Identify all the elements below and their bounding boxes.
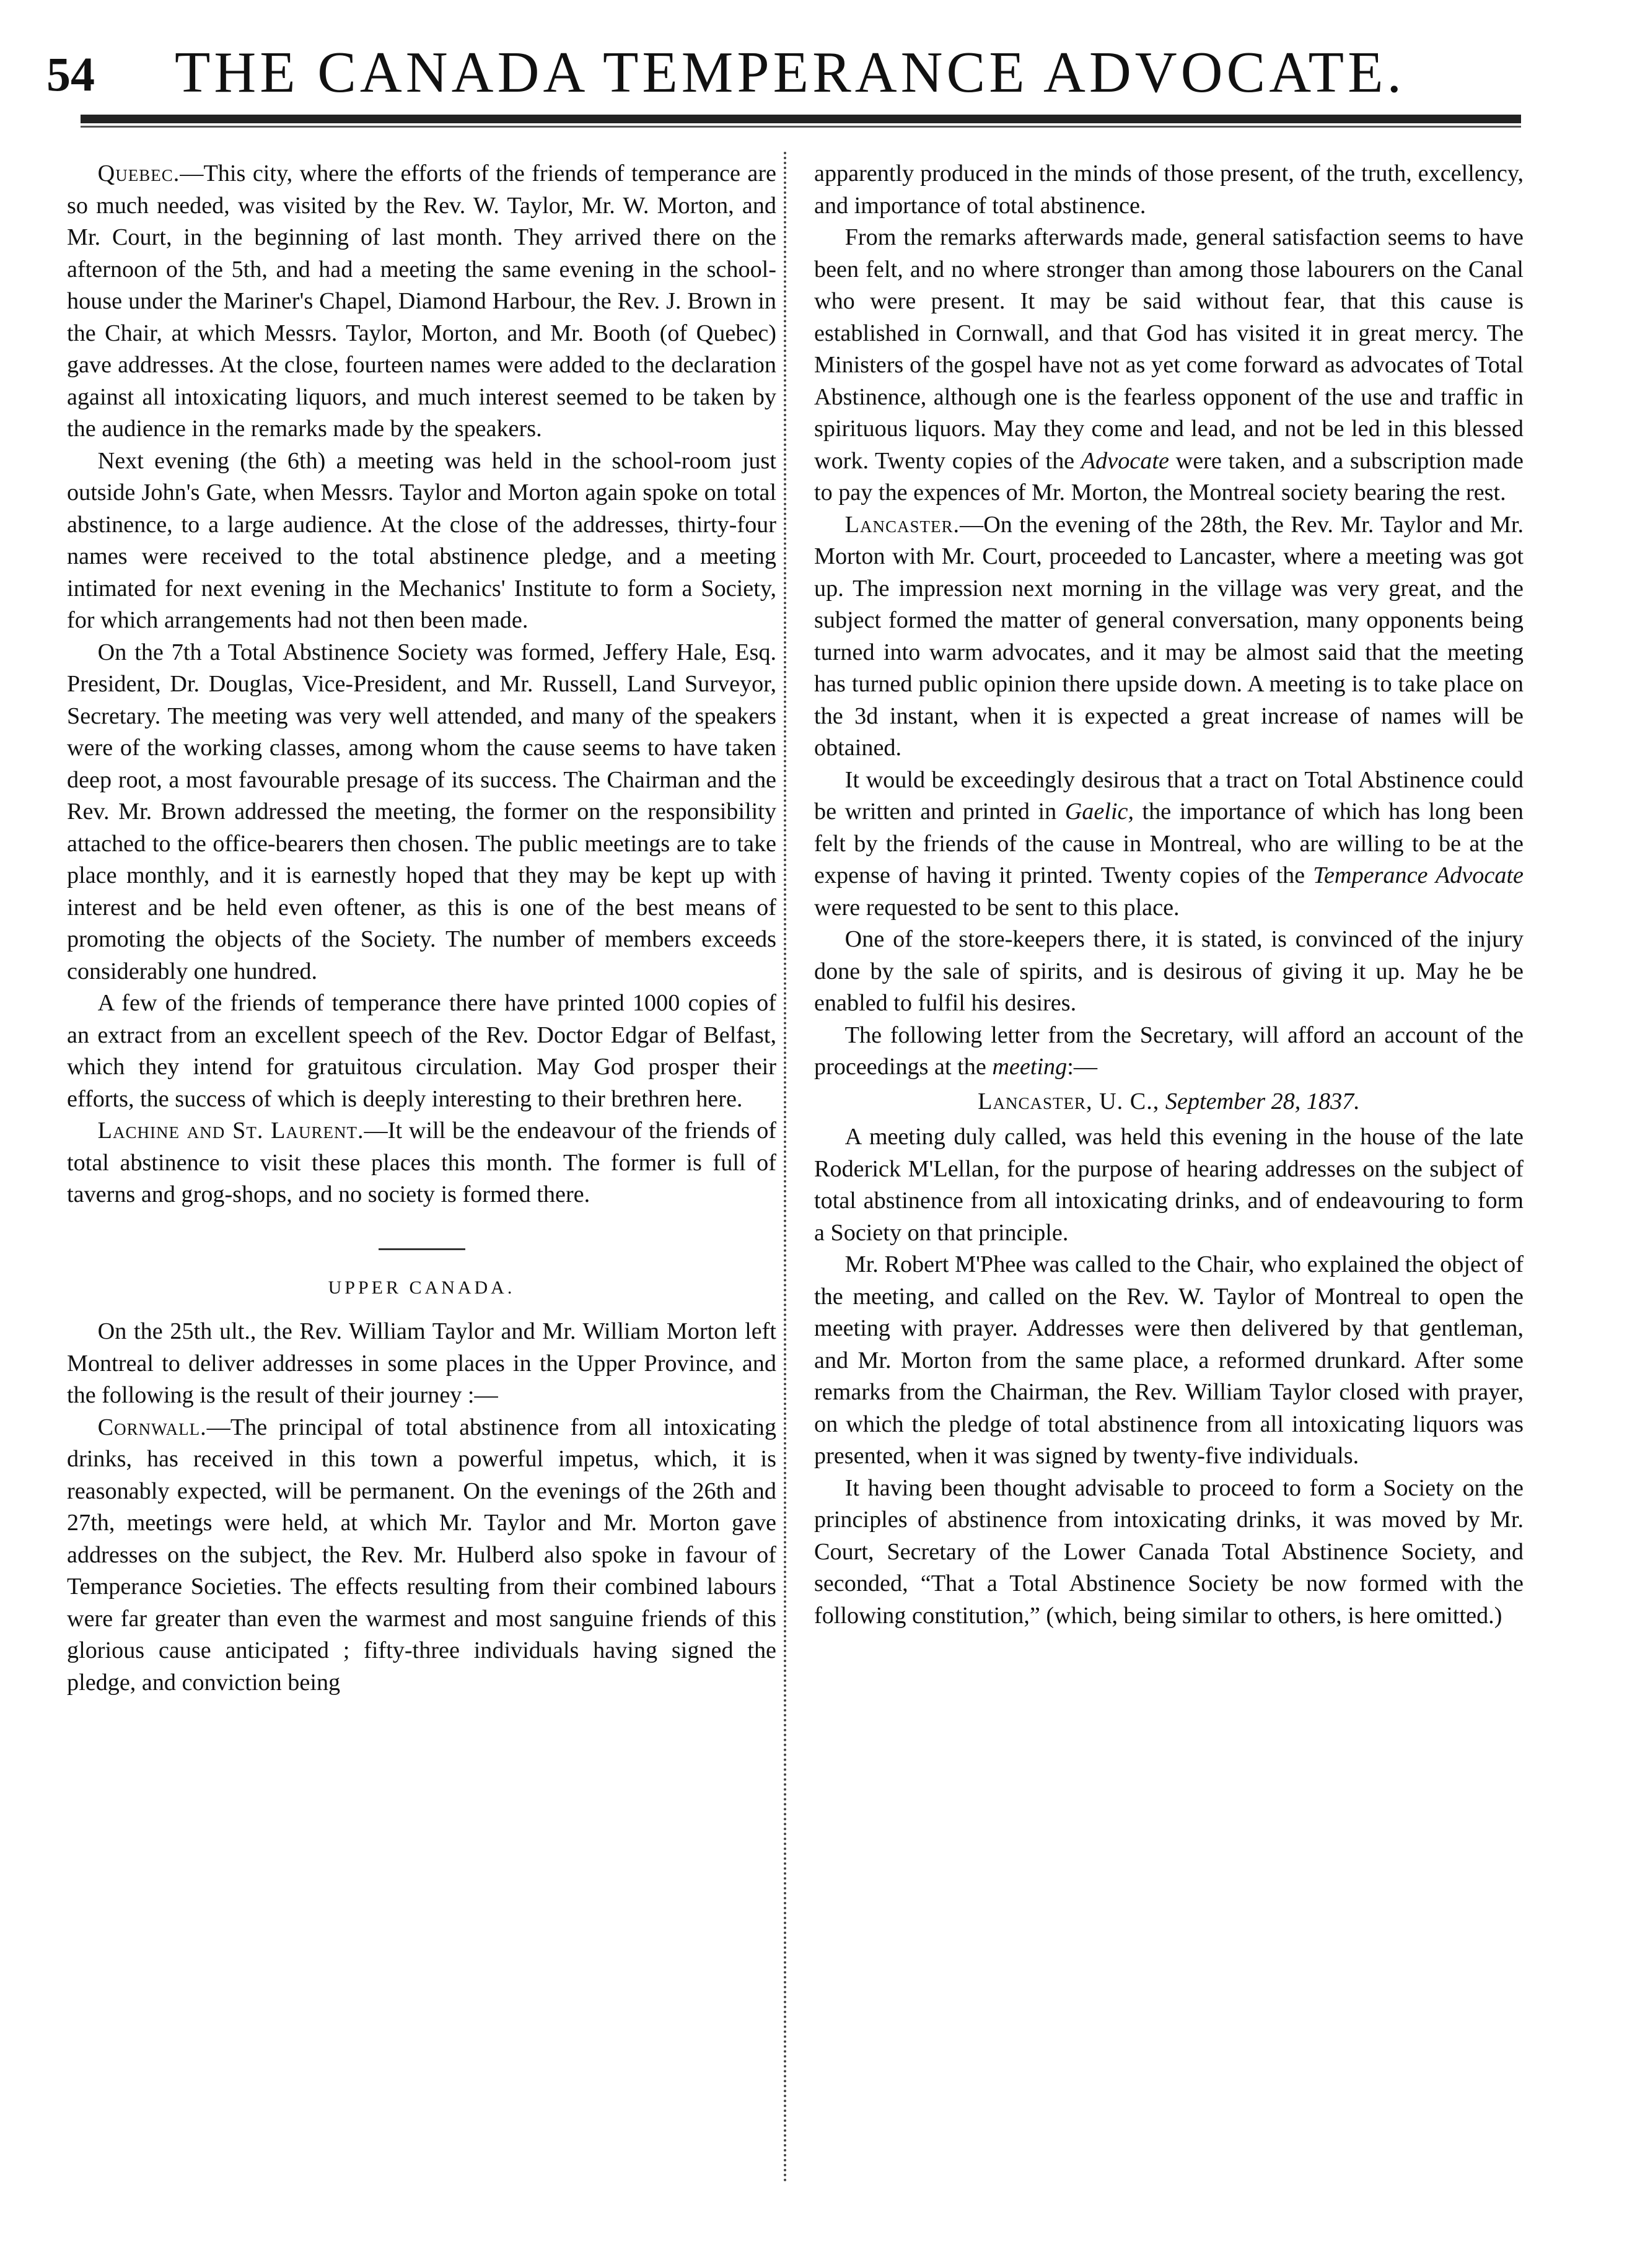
quebec-heading: Quebec. — [97, 160, 180, 186]
quebec-paragraph-4: A few of the friends of temperance there have printed 1000 copies of an extract from an excellent speech of the Rev. Doctor Edgar of Belfast, which they intend for gratuitous circulation. May God prosper their efforts, the success of which is deeply interesting to their brethren here. — [67, 990, 776, 1112]
section-rule — [379, 1248, 465, 1250]
quebec-paragraph-3: On the 7th a Total Abstinence Society was formed, Jeffery Hale, Esq. President, Dr. Douglas, Vice-President, and Mr. Russell, Land Surveyor, Secretary. The meeting was very well attended, and many of the speakers were of the working classes, among whom the cause seems to have taken deep root, a most favourable presage of its success. The Chairman and the Rev. Mr. Brown addressed the meeting, the former on the responsibility attached to the office-bearers then chosen. The public meetings are to take place monthly, and it is earnestly hoped that they may be kept up with interest and be held even oftener, as this is one of the best means of promoting the objects of the Society. The number of members exceeds considerably one hundred. — [67, 639, 776, 984]
cornwall-remarks: From the remarks afterwards made, general satisfaction seems to have been felt, and no where stronger than among those labourers on the Canal who were present. It may be said without fear, that this cause is established in Cornwall, and that God has visited it in great mercy. The Ministers of the gospel have not as yet come forward as advocates of Total Abstinence, although one is the fearless opponent of the use and traffic in spirituous liquors. May they come and lead, and not be led in this blessed work. Twenty copies of the Advocate were taken, and a subscription made to pay the expences of Mr. Morton, the Montreal society bearing the rest. — [814, 224, 1524, 506]
letter-intro: The following letter from the Secretary, will afford an account of the proceedings at the meeting:— — [814, 1022, 1524, 1080]
letter-dateline: Lancaster, U. C., September 28, 1837. — [978, 1088, 1360, 1114]
cornwall-continued: apparently produced in the minds of those present, of the truth, excellency, and importance of total abstinence. — [814, 160, 1524, 219]
letter-paragraph-3: It having been thought advisable to proceed to form a Society on the principles of abstinence from intoxicating drinks, it was moved by Mr. Court, Secretary of the Lower Canada Total Abstinence Society, and seconded, “That a Total Abstinence Society be now formed with the following constitution,” (which, being similar to others, is here omitted.) — [814, 1474, 1524, 1629]
page-header — [46, 34, 1533, 108]
left-column — [67, 158, 776, 1699]
letter-paragraph-2: Mr. Robert M'Phee was called to the Chair, who explained the object of the meeting, and called on the Rev. W. Taylor of Montreal to open the meeting with prayer. Addresses were then delivered by that gentleman, and Mr. Morton from the same place, a reformed drunkard. After some remarks from the Chairman, the Rev. William Taylor closed with prayer, on which the pledge of total abstinence from all intoxicating liquors was presented, when it was signed by twenty-five individuals. — [814, 1251, 1524, 1469]
masthead-title: THE CANADA TEMPERANCE ADVOCATE. — [175, 40, 1405, 105]
upper-canada-intro: On the 25th ult., the Rev. William Taylor and Mr. William Morton left Montreal to deliver addresses in some places in the Upper Province, and the following is the result of their journey :— — [67, 1318, 776, 1408]
cornwall-heading: Cornwall. — [97, 1414, 207, 1440]
column-divider — [784, 152, 786, 2184]
storekeeper-paragraph: One of the store-keepers there, it is stated, is convinced of the injury done by the sale of spirits, and is desirous of giving it up. May he be enabled to fulfil his desires. — [814, 926, 1524, 1016]
right-column — [814, 158, 1524, 1632]
lancaster-paragraph: Lancaster.—On the evening of the 28th, the Rev. Mr. Taylor and Mr. Morton with Mr. Court, proceeded to Lancaster, where a meeting was got up. The impression next morning in the village was very great, and the subject formed the matter of general conversation, many opponents being turned into warm advocates, and it may be almost said that the meeting has turned public opinion there upside down. A meeting is to take place on the 3d instant, when it is expected a great increase of names will be obtained. — [814, 511, 1524, 761]
upper-canada-heading: UPPER CANADA. — [328, 1277, 515, 1298]
header-rule-thin — [81, 126, 1521, 128]
tract-paragraph: It would be exceedingly desirous that a tract on Total Abstinence could be written and printed in Gaelic, the importance of which has long been felt by the friends of the cause in Montreal, who are willing to be at the expense of having it printed. Twenty copies of the Temperance Advocate were requested to be sent to this place. — [814, 766, 1524, 921]
page-number: 54 — [46, 47, 95, 101]
quebec-paragraph: Quebec.—This city, where the efforts of the friends of temperance are so much needed, was visited by the Rev. W. Taylor, Mr. W. Morton, and Mr. Court, in the beginning of last month. They arrived there on the afternoon of the 5th, and had a meeting the same evening in the school-house under the Mariner's Chapel, Diamond Harbour, the Rev. J. Brown in the Chair, at which Messrs. Taylor, Morton, and Mr. Booth (of Quebec) gave addresses. At the close, fourteen names were added to the declaration against all intoxicating liquors, and much interest seemed to be taken by the audience in the remarks made by the speakers. — [67, 160, 776, 442]
quebec-paragraph-2: Next evening (the 6th) a meeting was held in the school-room just outside John's Gate, when Messrs. Taylor and Morton again spoke on total abstinence, to a large audience. At the close of the addresses, thirty-four names were received to the total abstinence pledge, and a meeting intimated for next evening in the Mechanics' Institute to form a Society, for which arrangements had not then been made. — [67, 447, 776, 633]
cornwall-paragraph: Cornwall.—The principal of total abstinence from all intoxicating drinks, has received in this town a powerful impetus, which, it is reasonably expected, will be permanent. On the evenings of the 26th and 27th, meetings were held, at which Mr. Taylor and Mr. Morton gave addresses on the subject, the Rev. Mr. Hulberd also spoke in favour of Temperance Societies. The effects resulting from their combined labours were far greater than even the warmest and most sanguine friends of this glorious cause anticipated ; fifty-three individuals having signed the pledge, and conviction being — [67, 1414, 776, 1696]
letter-paragraph-1: A meeting duly called, was held this evening in the house of the late Roderick M'Lellan, for the purpose of hearing addresses on the subject of total abstinence from all intoxicating drinks, and of endeavouring to form a Society on that principle. — [814, 1124, 1524, 1246]
header-rule — [81, 115, 1521, 123]
lachine-heading: Lachine and St. Laurent. — [97, 1118, 364, 1144]
lachine-paragraph: Lachine and St. Laurent.—It will be the endeavour of the friends of total abstinence to visit these places this month. The former is full of taverns and grog-shops, and no society is formed there. — [67, 1118, 777, 1207]
lancaster-heading: Lancaster. — [844, 511, 960, 538]
